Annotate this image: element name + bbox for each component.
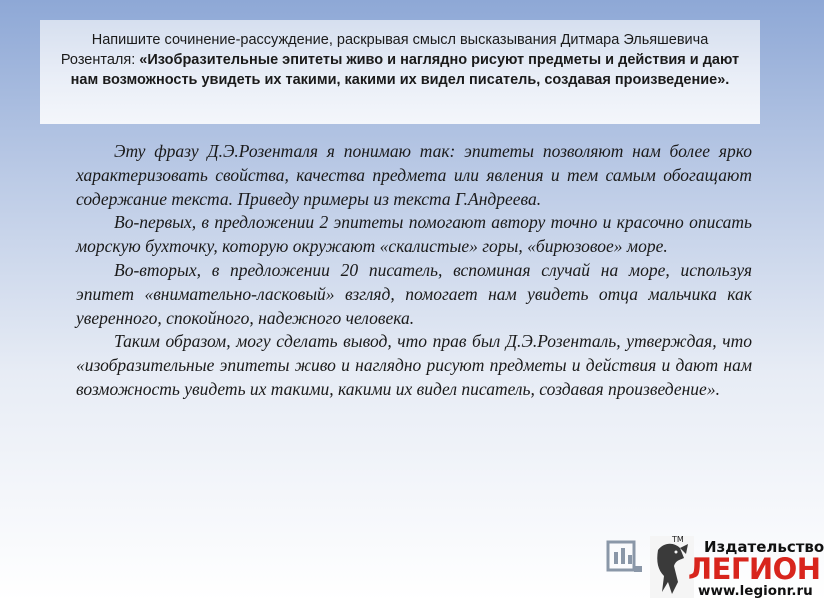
task-quote-text: «Изобразительные эпитеты живо и наглядно рисуют предметы и действия и дают нам возможность увидеть их такими, какими их видел писатель, создавая произведение». — [70, 52, 740, 88]
presentation-icon — [606, 536, 644, 576]
essay-paragraph-1: Эту фразу Д.Э.Розенталя я понимаю так: эпитеты позволяют нам более ярко характеризовать свойства, качества предмета или явления и тем самым обогащают содержание текста. Приведу примеры из текста Г.Андреева. — [76, 141, 752, 209]
essay-paragraph-2: Во-первых, в предложении 2 эпитеты помогают автору точно и красочно описать морскую бухточку, которую окружают «скалистые» горы, «бирюзовое» море. — [76, 212, 752, 257]
publisher-url: www.legionr.ru — [698, 583, 813, 599]
essay-paragraph-3: Во-вторых, в предложении 20 писатель, вспоминая случай на море, используя эпитет «внимательно-ласковый» взгляд, помогает нам увидеть отца мальчика как уверенного, спокойного, надежного человека. — [76, 259, 752, 328]
essay-paragraph-4: Таким образом, могу сделать вывод, что прав был Д.Э.Розенталь, утверждая, что «изобразительные эпитеты живо и наглядно рисуют предметы и действия и дают нам возможность увидеть их такими, какими их видел писатель, создавая произведение». — [76, 331, 752, 399]
publisher-label: Издательство — [704, 538, 824, 556]
trademark-label: TM — [672, 535, 684, 544]
brand-name: ЛЕГИОН — [688, 552, 821, 586]
publisher-logo — [606, 532, 824, 600]
task-intro-text: Напишите сочинение-рассуждение, раскрывая смысл высказывания Дитмара Эльяшевича Розенталя: — [60, 32, 709, 68]
essay-text — [76, 140, 752, 402]
task-prompt-box — [40, 20, 760, 124]
